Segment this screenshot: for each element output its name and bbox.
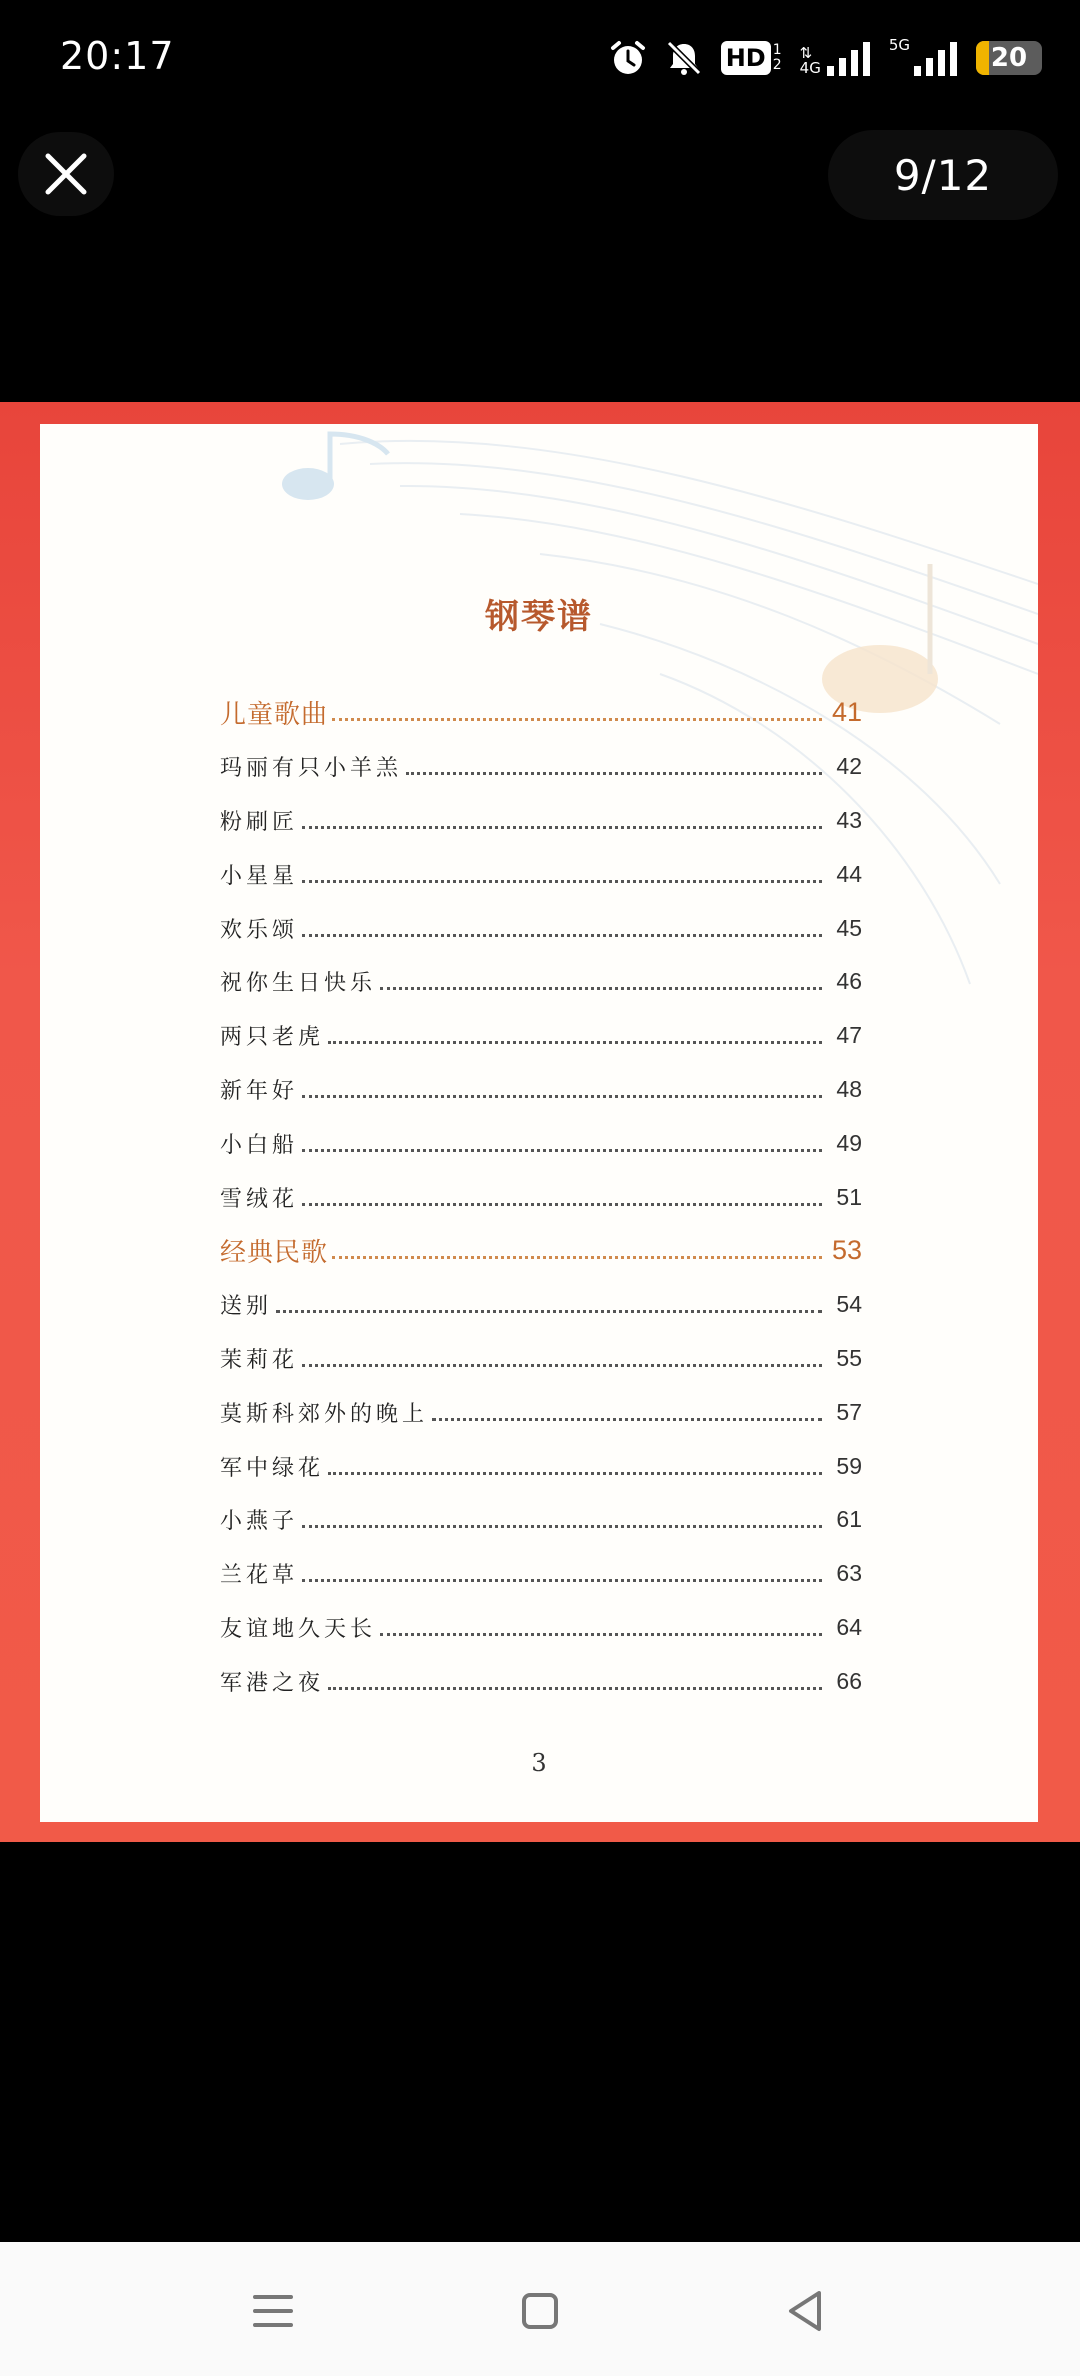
toc-page-number: 44 — [836, 860, 862, 887]
toc-leader-dots — [302, 870, 822, 883]
toc-row — [220, 794, 862, 848]
close-button[interactable] — [18, 132, 114, 216]
toc-leader-dots — [328, 1031, 822, 1044]
toc-title: 小白船 — [220, 1132, 299, 1158]
toc-leader-dots — [276, 1300, 822, 1313]
toc-leader-dots — [328, 1677, 822, 1690]
signal-5g-icon — [888, 36, 958, 76]
home-icon — [520, 2291, 560, 2331]
toc-title: 莫斯科郊外的晚上 — [220, 1401, 429, 1427]
toc-row — [220, 1493, 862, 1547]
battery-percent: 20 — [990, 43, 1028, 73]
table-of-contents — [220, 686, 862, 1708]
battery — [976, 41, 1042, 75]
hd-label: HD — [721, 41, 771, 75]
toc-page-number: 48 — [836, 1075, 862, 1102]
toc-page-number: 53 — [831, 1235, 862, 1266]
toc-leader-dots — [302, 1193, 822, 1206]
toc-page-number: 43 — [836, 806, 862, 833]
toc-leader-dots — [302, 924, 822, 937]
status-icons — [609, 36, 1042, 80]
toc-leader-dots — [432, 1408, 822, 1421]
toc-row — [220, 1063, 862, 1117]
toc-title: 小燕子 — [220, 1509, 299, 1535]
toc-page-number: 59 — [836, 1452, 862, 1479]
page-number: 3 — [531, 1749, 547, 1777]
toc-title: 经典民歌 — [220, 1238, 329, 1269]
toc-page-number: 47 — [836, 1022, 862, 1049]
document-image[interactable] — [0, 402, 1080, 1842]
toc-title: 友谊地久天长 — [220, 1616, 377, 1642]
menu-icon — [251, 2291, 295, 2331]
toc-title: 军港之夜 — [220, 1670, 325, 1696]
toc-page-number: 55 — [836, 1344, 862, 1371]
network-5g-label: 5G — [888, 36, 910, 54]
toc-leader-dots — [302, 816, 822, 829]
toc-title: 小星星 — [220, 863, 299, 889]
battery-level — [976, 41, 989, 75]
toc-row — [220, 740, 862, 794]
toc-page-number: 66 — [836, 1667, 862, 1694]
toc-row — [220, 847, 862, 901]
toc-leader-dots — [332, 1246, 822, 1259]
home-button[interactable] — [505, 2276, 575, 2346]
toc-page-number: 61 — [836, 1506, 862, 1533]
toc-row — [220, 1116, 862, 1170]
signal-4g-icon — [800, 40, 871, 76]
toc-page-number: 45 — [836, 914, 862, 941]
hd-sub-bottom: 2 — [772, 57, 782, 73]
mute-icon — [665, 39, 703, 77]
menu-button[interactable] — [238, 2276, 308, 2346]
toc-section-row — [220, 1224, 862, 1278]
toc-row — [220, 1385, 862, 1439]
toc-page-number: 51 — [836, 1183, 862, 1210]
toc-leader-dots — [302, 1085, 822, 1098]
toc-leader-dots — [302, 1354, 822, 1367]
toc-leader-dots — [380, 977, 822, 990]
hd-icon — [721, 41, 782, 75]
navigation-bar — [0, 2242, 1080, 2376]
signal-bars — [827, 40, 871, 76]
toc-title: 新年好 — [220, 1078, 299, 1104]
back-icon — [785, 2289, 825, 2333]
toc-row — [220, 1439, 862, 1493]
toc-page-number: 49 — [836, 1129, 862, 1156]
toc-page-number: 54 — [836, 1291, 862, 1318]
toc-title: 粉刷匠 — [220, 809, 299, 835]
toc-title: 欢乐颂 — [220, 917, 299, 943]
back-button[interactable] — [770, 2276, 840, 2346]
toc-page-number: 57 — [836, 1398, 862, 1425]
toc-row — [220, 1278, 862, 1332]
toc-title: 雪绒花 — [220, 1186, 299, 1212]
toc-row — [220, 955, 862, 1009]
toc-title: 军中绿花 — [220, 1455, 325, 1481]
toc-title: 送别 — [220, 1294, 273, 1320]
toc-leader-dots — [302, 1569, 822, 1582]
document-title: 钢琴谱 — [485, 597, 593, 637]
toc-leader-dots — [302, 1139, 822, 1152]
toc-row — [220, 1601, 862, 1655]
toc-title: 茉莉花 — [220, 1347, 299, 1373]
toc-page-number: 64 — [836, 1613, 862, 1640]
toc-title: 两只老虎 — [220, 1025, 325, 1051]
toc-row — [220, 1547, 862, 1601]
toc-title: 祝你生日快乐 — [220, 971, 377, 997]
toc-title: 兰花草 — [220, 1563, 299, 1589]
toc-title: 儿童歌曲 — [220, 700, 329, 731]
signal-bars-5g — [914, 40, 958, 76]
hd-sub — [773, 43, 782, 73]
document-page — [40, 424, 1038, 1822]
hd-sub-top: 1 — [772, 42, 782, 58]
net-arrows: ⇅ — [799, 44, 813, 62]
toc-page-number: 41 — [831, 697, 862, 728]
network-4g-label: 4G — [799, 59, 821, 77]
page-counter: 9/12 — [828, 130, 1058, 220]
toc-page-number: 42 — [836, 753, 862, 780]
toc-leader-dots — [380, 1623, 822, 1636]
status-bar — [0, 0, 1080, 118]
toc-row — [220, 1170, 862, 1224]
toc-leader-dots — [332, 708, 822, 721]
status-time: 20:17 — [60, 34, 175, 78]
toc-leader-dots — [302, 1515, 822, 1528]
toc-row — [220, 1654, 862, 1708]
toc-leader-dots — [328, 1462, 822, 1475]
toc-row — [220, 1332, 862, 1386]
toc-title: 玛丽有只小羊羔 — [220, 756, 403, 782]
toc-section-row — [220, 686, 862, 740]
toc-leader-dots — [406, 762, 822, 775]
close-icon — [44, 152, 88, 196]
alarm-icon — [609, 39, 647, 77]
toc-page-number: 46 — [836, 968, 862, 995]
toc-row — [220, 901, 862, 955]
toc-row — [220, 1009, 862, 1063]
toc-page-number: 63 — [836, 1560, 862, 1587]
battery-icon — [976, 41, 1042, 75]
